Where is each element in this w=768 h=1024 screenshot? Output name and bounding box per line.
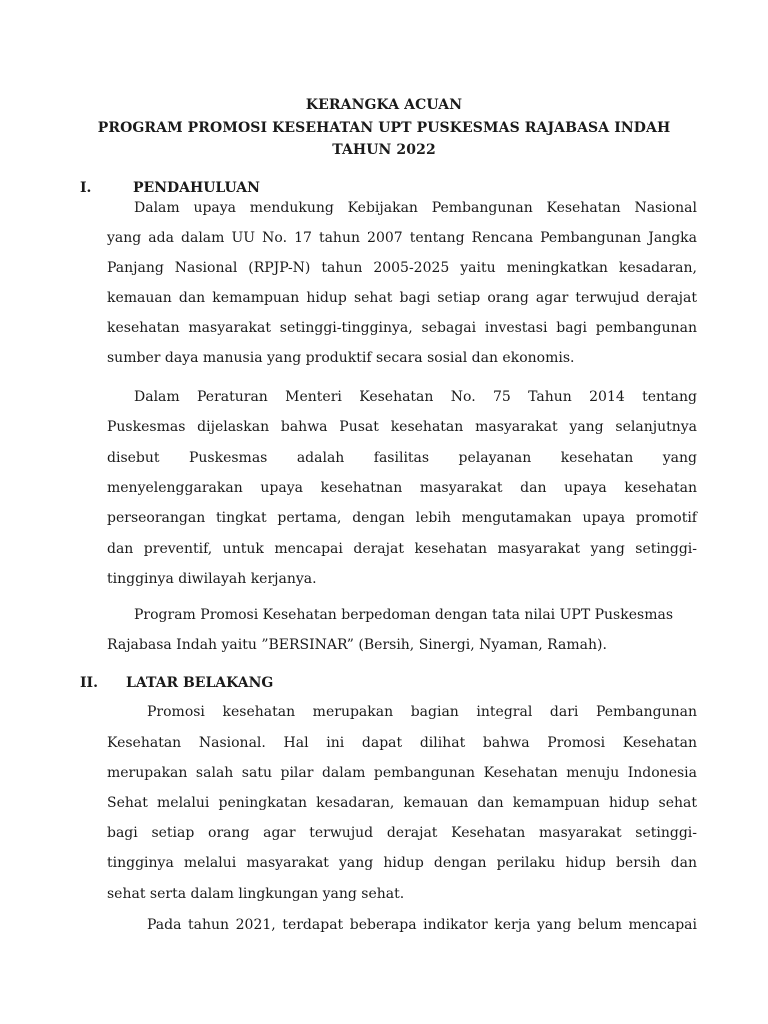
- document-title-line-2: PROGRAM PROMOSI KESEHATAN UPT PUSKESMAS RAJABASA INDAH: [97, 120, 671, 136]
- paragraph-line: Panjang Nasional (RPJP-N) tahun 2005-2025 yaitu meningkatkan kesadaran,: [107, 260, 697, 276]
- paragraph-line: kesehatan masyarakat setinggi-tingginya, sebagai investasi bagi pembangunan: [107, 320, 697, 336]
- paragraph-line: disebut Puskesmas adalah fasilitas pelayanan kesehatan yang: [107, 450, 697, 466]
- paragraph-line: Promosi kesehatan merupakan bagian integral dari Pembangunan: [147, 704, 697, 720]
- paragraph-line: tingginya diwilayah kerjanya.: [107, 571, 317, 587]
- paragraph-line: Kesehatan Nasional. Hal ini dapat dilihat bahwa Promosi Kesehatan: [107, 735, 697, 751]
- paragraph-line: yang ada dalam UU No. 17 tahun 2007 tentang Rencana Pembangunan Jangka: [107, 230, 697, 246]
- paragraph-line: Puskesmas dijelaskan bahwa Pusat kesehatan masyarakat yang selanjutnya: [107, 419, 697, 435]
- section-2-heading: LATAR BELAKANG: [126, 675, 274, 691]
- paragraph-line: merupakan salah satu pilar dalam pembangunan Kesehatan menuju Indonesia: [107, 765, 697, 781]
- paragraph-line: Dalam Peraturan Menteri Kesehatan No. 75 Tahun 2014 tentang: [134, 389, 697, 405]
- paragraph-line: perseorangan tingkat pertama, dengan lebih mengutamakan upaya promotif: [107, 510, 697, 526]
- section-1-heading: PENDAHULUAN: [133, 180, 260, 196]
- document-title-line-1: KERANGKA ACUAN: [305, 97, 463, 113]
- paragraph-line: Program Promosi Kesehatan berpedoman dengan tata nilai UPT Puskesmas: [134, 607, 673, 623]
- paragraph-line: Pada tahun 2021, terdapat beberapa indikator kerja yang belum mencapai: [147, 917, 697, 933]
- document-title-line-3: TAHUN 2022: [332, 142, 436, 158]
- section-1-number: I.: [80, 180, 92, 196]
- paragraph-line: tingginya melalui masyarakat yang hidup dengan perilaku hidup bersih dan: [107, 855, 697, 871]
- paragraph-line: kemauan dan kemampuan hidup sehat bagi setiap orang agar terwujud derajat: [107, 290, 697, 306]
- section-2-number: II.: [80, 675, 98, 691]
- paragraph-line: sehat serta dalam lingkungan yang sehat.: [107, 886, 405, 902]
- paragraph-line: Rajabasa Indah yaitu ”BERSINAR” (Bersih, Sinergi, Nyaman, Ramah).: [107, 637, 607, 653]
- paragraph-line: sumber daya manusia yang produktif secara sosial dan ekonomis.: [107, 350, 575, 366]
- paragraph-line: Dalam upaya mendukung Kebijakan Pembangunan Kesehatan Nasional: [134, 200, 697, 216]
- paragraph-line: bagi setiap orang agar terwujud derajat Kesehatan masyarakat setinggi-: [107, 825, 697, 841]
- paragraph-line: menyelenggarakan upaya kesehatnan masyarakat dan upaya kesehatan: [107, 480, 697, 496]
- paragraph-line: dan preventif, untuk mencapai derajat kesehatan masyarakat yang setinggi-: [107, 541, 697, 557]
- paragraph-line: Sehat melalui peningkatan kesadaran, kemauan dan kemampuan hidup sehat: [107, 795, 697, 811]
